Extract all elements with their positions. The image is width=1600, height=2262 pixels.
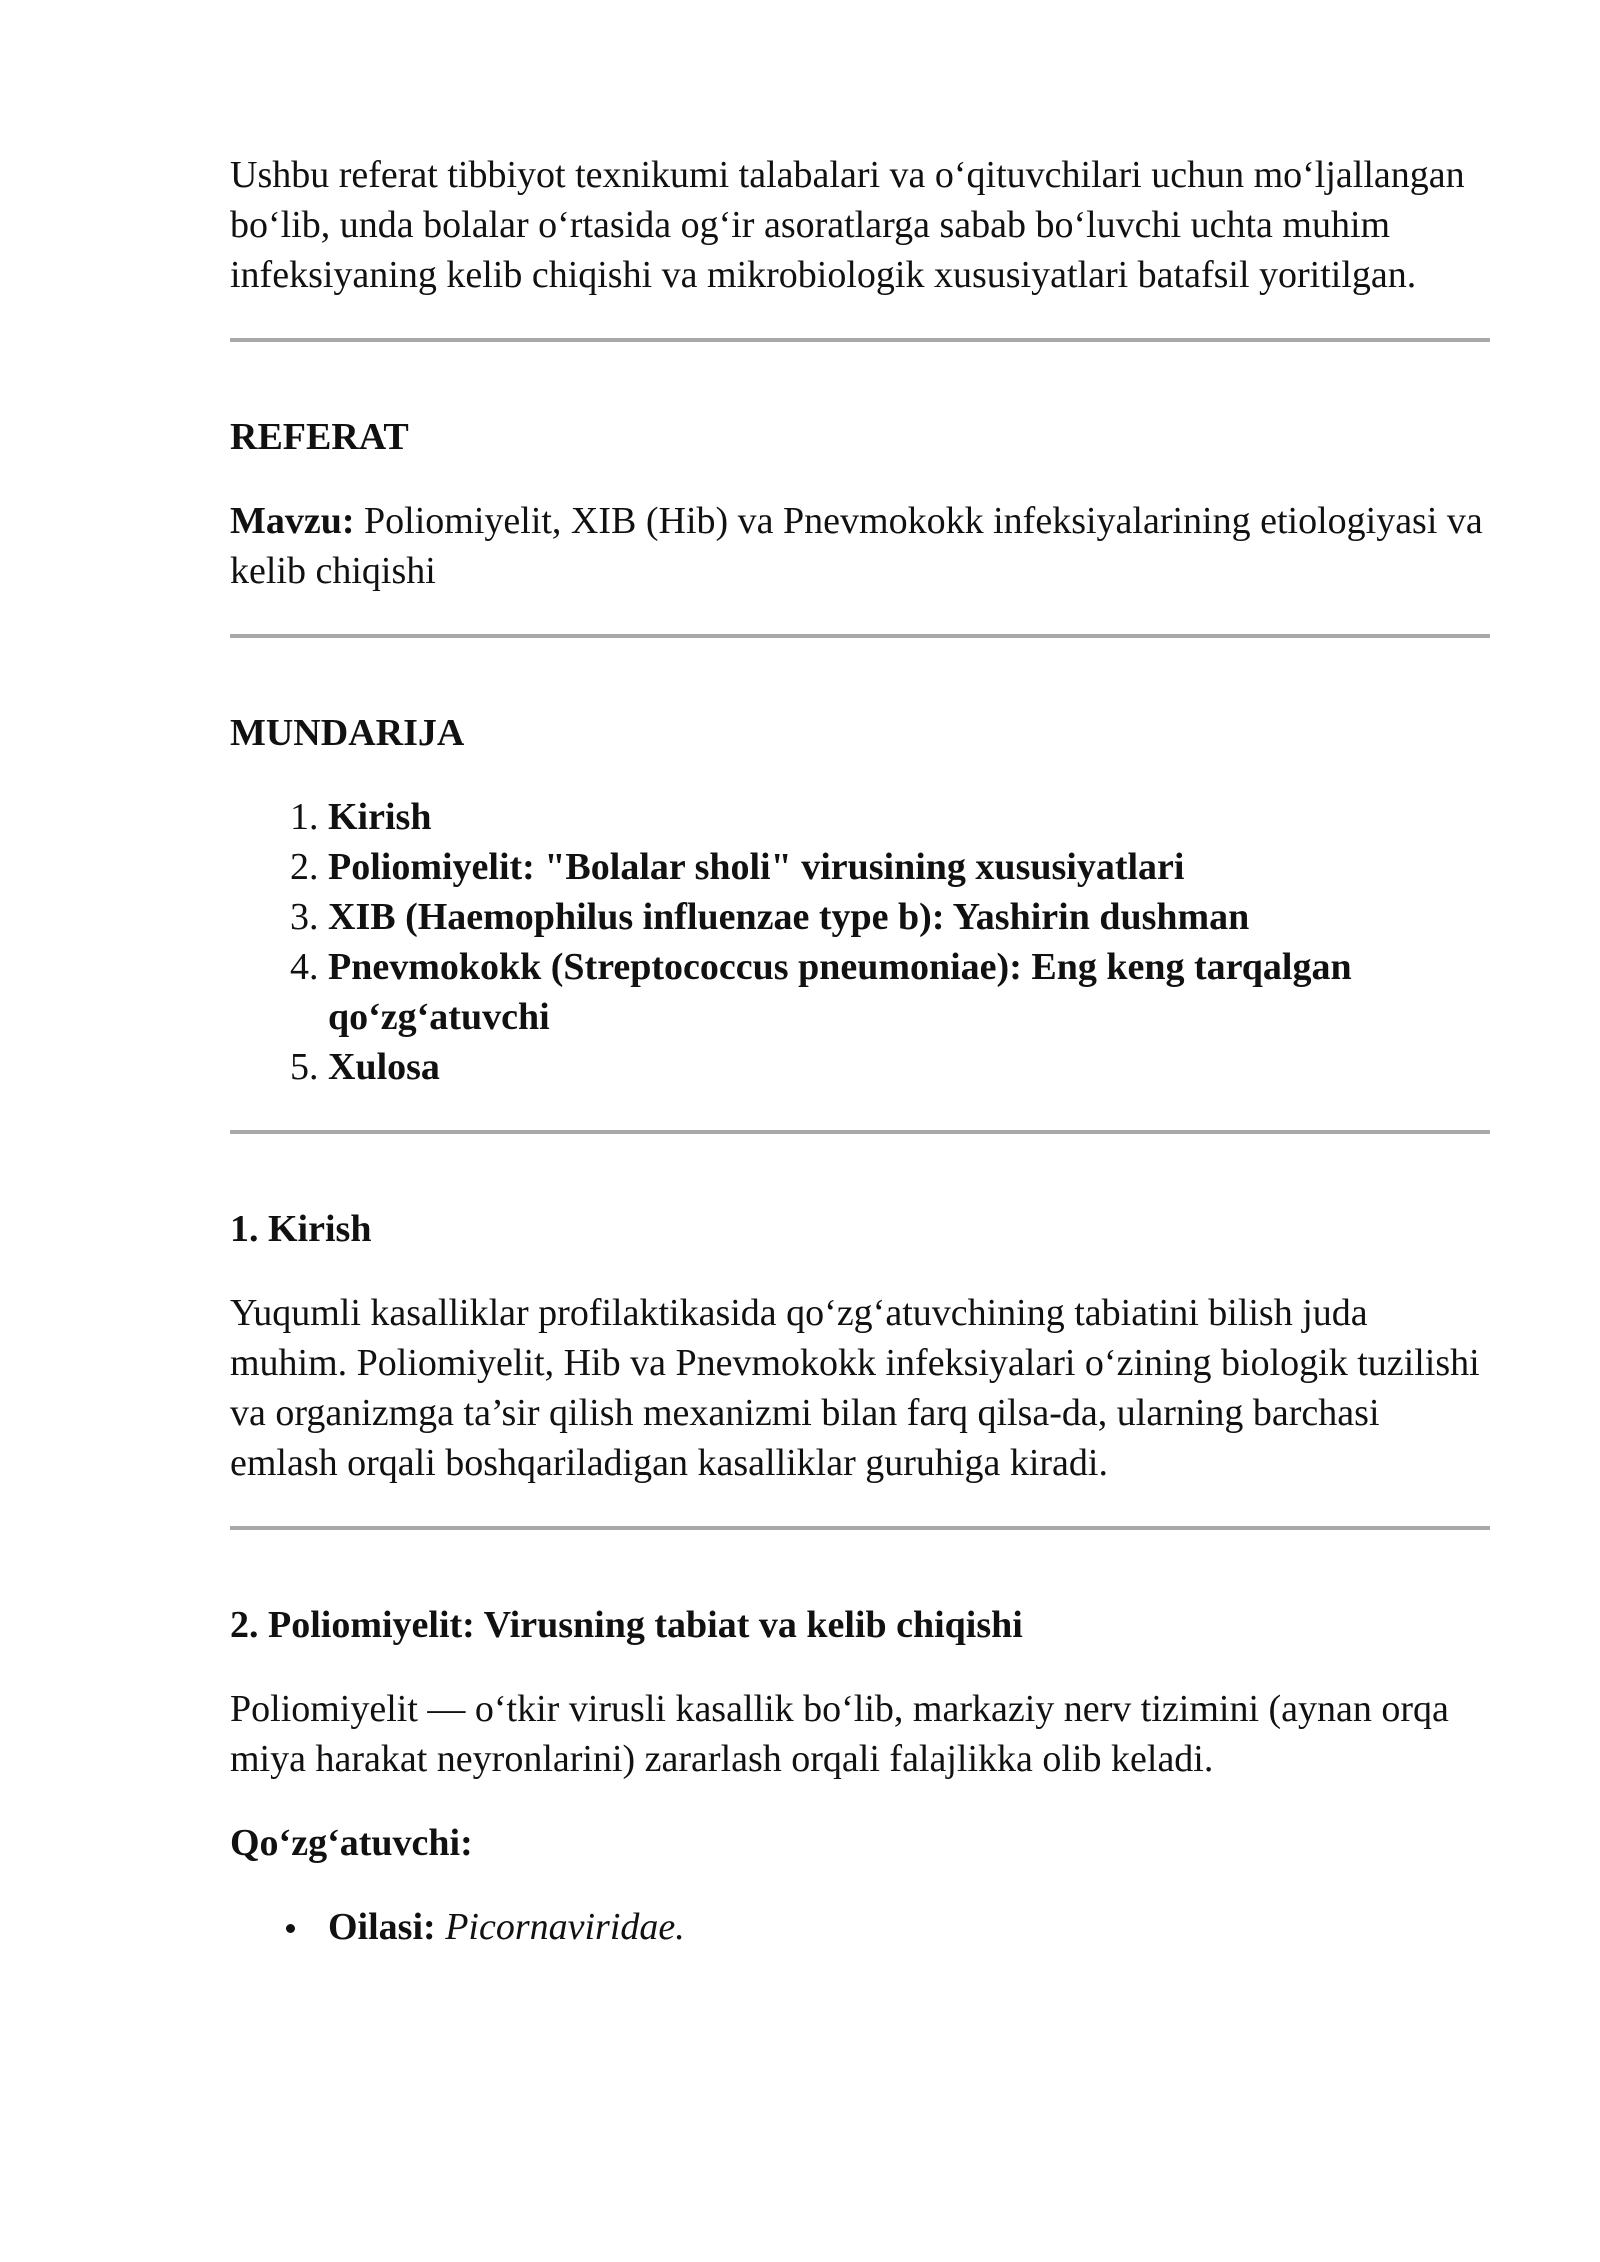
document-page xyxy=(230,150,1490,1952)
topic-label: Mavzu: xyxy=(230,500,355,542)
toc-item-xib: 3. XIB (Haemophilus influenzae type b): Yashirin dushman xyxy=(328,892,1490,942)
toc-item-pnevmokokk: 4. Pnevmokokk (Streptococcus pneumoniae): Eng keng tarqalgan qo‘zg‘atuvchi xyxy=(328,942,1490,1042)
divider xyxy=(230,1130,1490,1134)
toc-item-poliomiyelit: 2. Poliomiyelit: "Bolalar sholi" virusining xususiyatlari xyxy=(328,842,1490,892)
pathogen-list xyxy=(230,1902,1490,1952)
intro-paragraph: Ushbu referat tibbiyot texnikumi talabalari va o‘qituvchilari uchun mo‘ljallangan bo‘lib, unda bolalar o‘rtasida og‘ir asoratlarga sabab bo‘luvchi uchta muhim infeksiyaning kelib chiqishi va mikrobiologik xususiyatlari batafsil yoritilgan. xyxy=(230,154,1465,296)
table-of-contents xyxy=(230,792,1490,1092)
toc-item-xulosa: 5. Xulosa xyxy=(328,1042,1490,1092)
bullet-label: Oilasi: xyxy=(328,1906,436,1948)
topic-text: Poliomiyelit, XIB (Hib) va Pnevmokokk infeksiyalarining etiologiyasi va kelib chiqishi xyxy=(230,500,1483,592)
toc-title: MUNDARIJA xyxy=(230,712,465,754)
divider xyxy=(230,338,1490,342)
divider xyxy=(230,1526,1490,1530)
divider xyxy=(230,634,1490,638)
referat-title: REFERAT xyxy=(230,416,409,458)
topic-line xyxy=(230,496,1490,596)
section-1-text: Yuqumli kasalliklar profilaktikasida qo‘zg‘atuvchining tabiatini bilish juda muhim. Poliomiyelit, Hib va Pnevmokokk infeksiyalari o‘zining biologik tuzilishi va organizmga ta’sir qilish mexanizmi bilan farq qilsa-da, ularning barchasi emlash orqali boshqariladigan kasalliklar guruhiga kiradi. xyxy=(230,1292,1480,1484)
bullet-value: Picornaviridae. xyxy=(445,1906,685,1948)
section-2-text: Poliomiyelit — o‘tkir virusli kasallik bo‘lib, markaziy nerv tizimini (aynan orqa miya harakat neyronlarini) zararlash orqali falajlikka olib keladi. xyxy=(230,1688,1449,1780)
section-1-heading: 1. Kirish xyxy=(230,1208,372,1250)
toc-item-kirish: 1. Kirish xyxy=(328,792,1490,842)
section-2-subheading: Qo‘zg‘atuvchi: xyxy=(230,1822,473,1864)
section-2-heading: 2. Poliomiyelit: Virusning tabiat va kelib chiqishi xyxy=(230,1604,1023,1646)
list-item xyxy=(328,1902,1490,1952)
